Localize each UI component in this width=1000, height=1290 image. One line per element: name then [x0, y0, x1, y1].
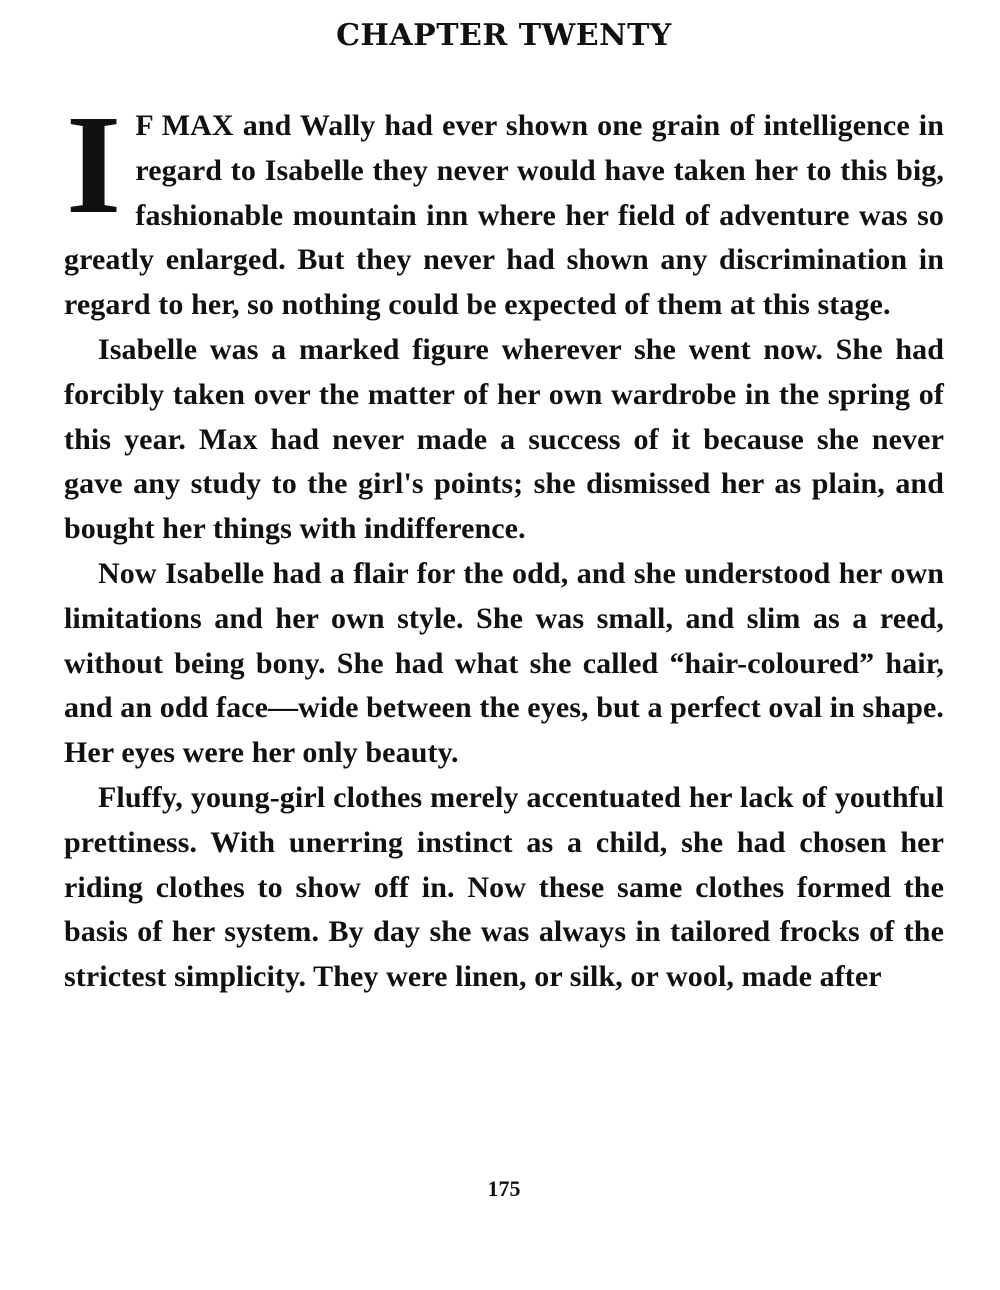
- chapter-body: [64, 85, 945, 1000]
- paragraph-1: [64, 85, 944, 328]
- paragraph-3: Now Isabelle had a flair for the odd, and she understood her own limitations and her own style. She was small, and slim as a reed, without being bony. She had what she called “hair-coloured” hair, and an odd face—wide between the eyes, but a perfect oval in shape. Her eyes were her only beauty.: [64, 556, 945, 770]
- paragraph-1-text: F MAX and Wally had ever shown one grain of intelligence in regard to Isabelle they never would have taken her to this big, fashionable mountain inn where her field of adventure was so greatly enlarged. But they never had shown any discrimination in regard to her, so nothing could be expected of them at this stage.: [64, 109, 944, 322]
- book-page: [64, 14, 944, 1274]
- page-number: 175: [487, 1176, 521, 1201]
- chapter-title: CHAPTER TWENTY: [336, 18, 672, 53]
- paragraph-2: Isabelle was a marked figure wherever she went now. She had forcibly taken over the matter of her own wardrobe in the spring of this year. Max had never made a success of it because she never gave any study to the girl's points; she dismissed her as plain, and bought her things with indifference.: [64, 332, 944, 546]
- paragraph-4: Fluffy, young-girl clothes merely accentuated her lack of youthful prettiness. With unerring instinct as a child, she had chosen her riding clothes to show off in. Now these same clothes formed the basis of her system. By day she was always in tailored frocks of the strictest simplicity. They were linen, or silk, or wool, made after: [64, 780, 944, 994]
- drop-cap: I: [66, 85, 122, 243]
